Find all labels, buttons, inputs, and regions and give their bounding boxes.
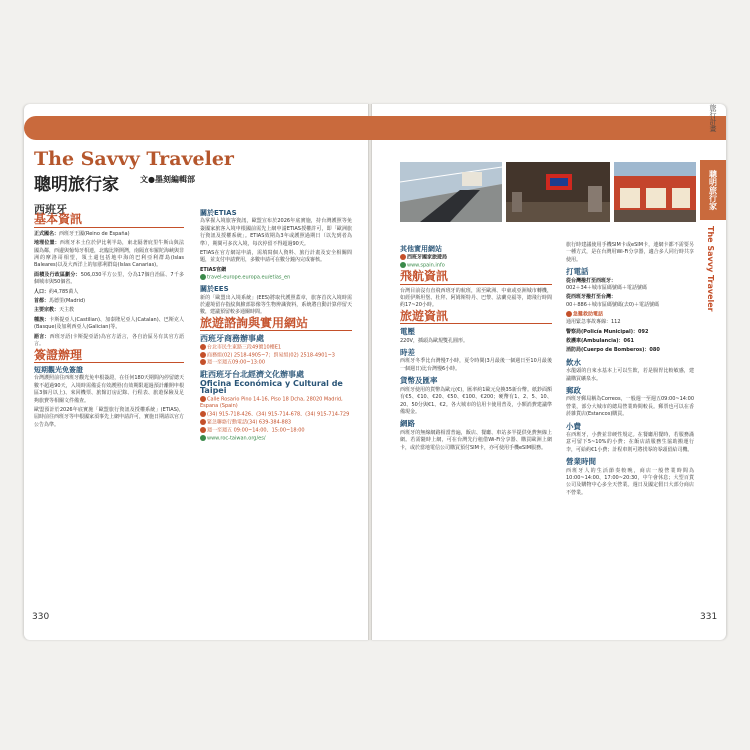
voltage-heading: 電壓 bbox=[400, 327, 415, 337]
tourism-office-link[interactable]: www.spain.info bbox=[400, 262, 552, 270]
phone-icon bbox=[200, 411, 206, 417]
etias-site-link[interactable]: travel-europe.europa.eu/etias_en bbox=[200, 274, 352, 282]
org2-phone: (34) 915-718-426、(34) 915-714-678、(34) 915-714-729 bbox=[200, 411, 352, 419]
flight-text: 台灣目前沒有直飛西班牙的航班，需至歐洲、中東或亞洲城市轉機，如經伊斯坦堡、杜拜、阿姆斯特丹、巴黎、法蘭克福等，總飛行時間約17~20小時。 bbox=[400, 287, 552, 309]
heading-rule bbox=[34, 227, 184, 228]
phone-icon bbox=[200, 352, 206, 358]
column-etias bbox=[200, 206, 352, 442]
emergency-ambulance: 救護車(Ambulancia)：061 bbox=[566, 337, 634, 344]
photo-station-escalator bbox=[400, 162, 502, 222]
org2-address: Calle Rosario Pino 14-16, Piso 18 Dcha, 28020 Madrid, Espana (Spain) bbox=[200, 396, 343, 410]
basic-item: 人口：約4,785萬人 bbox=[34, 288, 79, 295]
currency-heading: 貨幣及匯率 bbox=[400, 376, 438, 386]
org2-emergency: 緊急聯絡行動電話(34) 639-384-883 bbox=[200, 419, 352, 427]
column-travel-info bbox=[400, 242, 552, 454]
org1-address: 台北市民生東路三段49號10樓E1 bbox=[200, 344, 352, 352]
book-spine bbox=[368, 104, 372, 640]
globe-icon bbox=[400, 262, 406, 268]
org2-hours: 週一至週五 09:00~14:00、15:00~18:00 bbox=[200, 427, 352, 435]
globe-icon bbox=[200, 435, 206, 441]
basic-item: 主要宗教：天主教 bbox=[34, 307, 75, 314]
phone-heading: 打電話 bbox=[566, 267, 589, 277]
column-basic-info bbox=[34, 203, 185, 431]
emergency-police: 警察局(Policía Municipal)：092 bbox=[566, 328, 649, 335]
visa-heading: 簽證辦理 bbox=[34, 347, 83, 362]
tourism-office-name: 西班牙國家旅遊局 bbox=[400, 254, 552, 262]
visa-text-2: 歐盟預計於2026年底實施「歐盟旅行資訊及授權系統」(ETIAS)，屆時前往西班牙等申根國家須事先上網申請許可，實施日期請以官方公告為準。 bbox=[34, 406, 185, 428]
basic-info-heading: 基本資訊 bbox=[34, 212, 83, 227]
internet-heading: 網路 bbox=[400, 419, 415, 429]
hours-text: 西班牙人的生活節奏較晚，商店一般營業時間為10:00~14:00、17:00~20:30，中午會休息；大型百貨公司及購物中心多全天營業。週日及國定假日大部分商店不營業。 bbox=[566, 467, 694, 496]
heading-rule bbox=[200, 330, 352, 331]
voltage-text: 220V，插頭為歐規雙孔圓形。 bbox=[400, 337, 468, 344]
bullet-icon bbox=[400, 254, 406, 260]
byline: 文●墨刻編輯部 bbox=[140, 175, 195, 184]
visa-subheading: 短期觀光免簽證 bbox=[34, 365, 83, 374]
sim-intro-text: 旅行時建議使用手機SIM卡或eSIM卡，連網卡都不需要另一種方式，是在台灣用Wi-Fi分享器，適合多人同行時共享使用。 bbox=[566, 242, 694, 263]
etias-text-2: ETIAS在官方網站申請，需填寫個人資料、旅行計畫及安全相關問題，並支付申請費用，多數申請可在數分鐘內完成審核。 bbox=[200, 250, 352, 264]
page-number-right: 331 bbox=[700, 612, 718, 622]
clock-icon bbox=[200, 359, 206, 365]
flight-heading: 飛航資訊 bbox=[400, 269, 449, 284]
timezone-text: 西班牙冬季比台灣慢7小時，夏令時間(3月最後一個週日至10月最後一個週日)比台灣慢6小時。 bbox=[400, 358, 552, 372]
phone-from-spain-label: 從西班牙撥打至台灣： bbox=[566, 294, 617, 301]
country-heading: 西班牙 bbox=[34, 203, 67, 216]
column-practical-info bbox=[566, 242, 694, 499]
etias-site-heading: ETIAS官網 bbox=[200, 266, 227, 273]
page-number-left: 330 bbox=[32, 612, 50, 622]
tipping-heading: 小費 bbox=[566, 421, 581, 431]
alert-icon bbox=[566, 311, 572, 317]
etias-heading: 關於ETIAS bbox=[200, 209, 237, 217]
visa-text: 台灣護照前往西班牙觀光免申根簽證，在任何180天期間內停留總天數不超過90天，入境時需備妥有效護照(有效期限超過預計離開申根區3個月以上)、來回機票、旅館訂房記錄、行程表、旅遊保險及足夠旅費等相關文件備查。 bbox=[34, 375, 184, 404]
org1-heading: 西班牙商務辦事處 bbox=[200, 334, 264, 344]
ees-text: 新的「歐盟出入境系統」(EES)將取代護照蓋章，旅客首次入境時需於邊境留存指紋與臉部影像等生物辨識資料，系統將自動計算停留天數，建議預留較多通關時間。 bbox=[200, 294, 352, 316]
org2-heading: 駐西班牙台北經濟文化辦事處 bbox=[200, 370, 304, 380]
ees-heading: 關於EES bbox=[200, 285, 229, 294]
chinese-title: 聰明旅行家 bbox=[34, 175, 119, 195]
water-text: 水龍頭的自來水基本上可以生飲，若是腸胃比較敏感，建議購買礦泉水。 bbox=[566, 368, 694, 382]
phone-from-taiwan-label: 從台灣撥打至西班牙： bbox=[566, 277, 617, 284]
org1-hours: 週一至週五09:00~13:00 bbox=[200, 359, 352, 367]
websites-heading: 其他實用網站 bbox=[400, 245, 442, 253]
emergency-heading: 急難救助電話 bbox=[566, 311, 694, 319]
phone-from-spain: 00＋886＋城市區碼號碼(去0)＋電話號碼 bbox=[566, 301, 659, 308]
hours-heading: 營業時間 bbox=[566, 457, 596, 467]
header-bar bbox=[24, 116, 726, 140]
currency-text: 西班牙使用的貨幣為歐元(€)，匯率約1歐元兌換35新台幣。紙鈔面額有€5、€10、€20、€50、€100、€200；硬幣有1、2、5、10、20、50分與€1、€2。各大城市的信用卡使用普及，小額消費建議準備現金。 bbox=[400, 386, 552, 415]
heading-rule bbox=[400, 323, 552, 324]
chapter-tab[interactable]: 聰明旅行家 bbox=[700, 160, 726, 220]
post-text: 西班牙郵局稱為Correos，一般週一至週五09:00~14:00營業，部分大城市的總局營業時間較長。郵票也可以在香菸雜貨店(Estancos)購買。 bbox=[566, 396, 694, 418]
basic-item: 首都：馬德里(Madrid) bbox=[34, 298, 86, 305]
location-pin-icon bbox=[200, 344, 206, 350]
water-heading: 飲水 bbox=[566, 357, 581, 367]
emergency-fire: 消防局(Cuerpo de Bomberos)：080 bbox=[566, 347, 660, 354]
basic-item: 地理位置：西班牙本土位於伊比利半島，東北隔著庇里牛斯山與法國為鄰，西邊與葡萄牙相連，北臨比斯開灣，南隔直布羅陀海峽與非洲的摩洛哥相望，領土還包括地中海的巴利亞利群島(Islas Baleares)以及大西洋上的加那利群島(Islas Canarias)。 bbox=[34, 240, 185, 269]
travel-info-heading: 旅遊資訊 bbox=[400, 308, 449, 323]
timezone-heading: 時差 bbox=[400, 348, 415, 358]
section-label: 旅行計畫 bbox=[709, 104, 717, 132]
basic-item: 語言：西班牙語(卡斯提亞語)為官方語言，各自治區另有其官方語言。 bbox=[34, 333, 184, 348]
etias-text: 為掌握入境旅客資訊，歐盟宣布於2026年底實施，持台灣護照等免簽國家旅客入境申根國前需先上網申請ETIAS授權許可，即「歐洲旅行資訊及授權系統」。ETIAS效期為3年或護照過期日（以先到者為準），期間可多次入境，每次停留不得超過90天。 bbox=[200, 218, 352, 247]
internet-text: 西班牙的無線網路相當普遍，飯店、餐廳、車站多半提供免費無線上網。若需隨時上網，可在台灣先行租借Wi-Fi分享器、購買歐洲上網卡，或於當地電信公司購買預付SIM卡，亦可使用手機eSIM服務。 bbox=[400, 429, 552, 451]
phone-from-taiwan: 002＋34＋城市區碼號碼＋電話號碼 bbox=[566, 285, 647, 292]
globe-icon bbox=[200, 274, 206, 280]
org2-site-link[interactable]: www.roc-taiwan.org/es/ bbox=[200, 435, 352, 443]
heading-rule bbox=[34, 362, 184, 363]
org2-spanish-name: Oficina Económica y Cultural de Taipei bbox=[200, 378, 343, 396]
emergency-general: 通用緊急事故專線：112 bbox=[566, 319, 621, 326]
chapter-tab-english: The Savvy Traveler bbox=[706, 226, 715, 312]
phone-icon bbox=[200, 419, 206, 425]
heading-rule bbox=[400, 284, 552, 285]
clock-icon bbox=[200, 427, 206, 433]
basic-item: 面積及行政區劃分：506,030平方公里，分為17個自治區、7千多個城市與50個省。 bbox=[34, 271, 184, 286]
basic-item: 正式國名：西班牙王國(Reino de España) bbox=[34, 230, 130, 237]
location-pin-icon bbox=[200, 396, 206, 402]
photo-metro-sign bbox=[506, 162, 610, 222]
org1-phone: 商務組(02) 2518-4905~7；貿易組(02) 2518-4901~3 bbox=[200, 352, 352, 360]
photo-shop-street bbox=[614, 162, 696, 222]
tipping-text: 在西班牙，小費並非硬性規定。在餐廳用餐時，若服務滿意可留下5~10%的小費；在飯店請服務生協助搬運行李，可給約€1小費；計程車則可將找零的零頭留給司機。 bbox=[566, 432, 694, 453]
basic-item: 種族：卡斯提亞人(Castilian)、加泰隆尼亞人(Catalan)、巴斯克人(Basque)及加利西亞人(Galician)等。 bbox=[34, 316, 184, 331]
post-heading: 郵政 bbox=[566, 386, 581, 395]
savvy-title: The Savvy Traveler bbox=[34, 148, 234, 170]
consult-heading: 旅遊諮詢與實用網站 bbox=[200, 315, 309, 330]
